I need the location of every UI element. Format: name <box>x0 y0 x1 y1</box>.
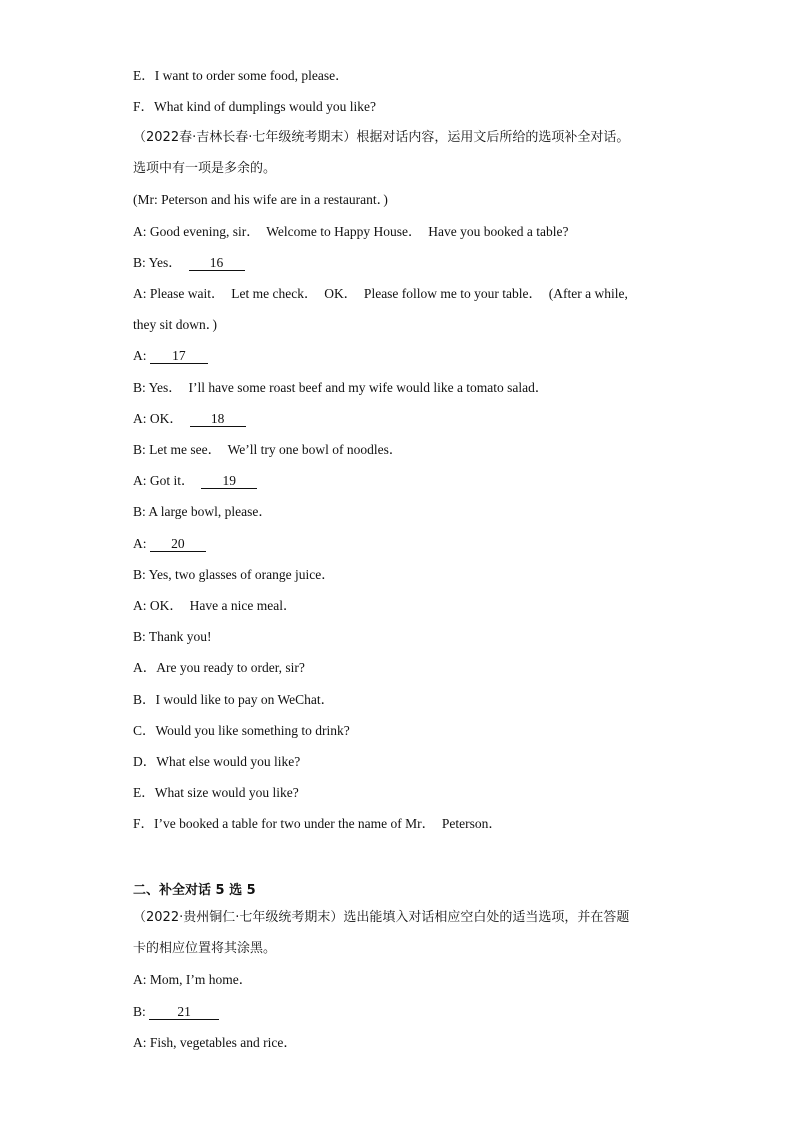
option-f: F．What kind of dumplings would you like? <box>133 99 376 114</box>
dialogue-line: A: Fish, vegetables and rice． <box>133 1035 297 1050</box>
dialogue-line: B: Thank you! <box>133 629 212 644</box>
blank-20[interactable]: 20 <box>150 536 206 552</box>
dialogue-line: B: Yes, two glasses of orange juice． <box>133 567 335 582</box>
blank-19[interactable]: 19 <box>201 473 257 489</box>
dialogue-line: A: Good evening, sir． Welcome to Happy House． Have you booked a table? <box>133 224 569 239</box>
dialogue-line: A: OK． 18 <box>133 410 246 428</box>
blank-16[interactable]: 16 <box>189 255 245 271</box>
scene-description: (Mr: Peterson and his wife are in a restaurant．) <box>133 192 388 207</box>
option-a: A．Are you ready to order, sir? <box>133 660 305 675</box>
blank-18[interactable]: 18 <box>190 411 246 427</box>
question-source-cont: 卡的相应位置将其涂黑。 <box>133 941 277 956</box>
dialogue-line: B: 21 <box>133 1003 219 1021</box>
option-c: C．Would you like something to drink? <box>133 723 350 738</box>
question-source: （2022·贵州铜仁·七年级统考期末）选出能填入对话相应空白处的适当选项，并在答题 <box>133 910 630 925</box>
option-d: D．What else would you like? <box>133 754 301 769</box>
section-heading: 二、补全对话 5 选 5 <box>133 883 256 898</box>
question-source: （2022春·吉林长春·七年级统考期末）根据对话内容，运用文后所给的选项补全对话。 <box>133 130 630 145</box>
option-e: E．I want to order some food, please． <box>133 68 349 83</box>
dialogue-line: B: A large bowl, please． <box>133 504 272 519</box>
dialogue-line: B: Yes． I’ll have some roast beef and my wife would like a tomato salad． <box>133 380 549 395</box>
option-f: F．I’ve booked a table for two under the name of Mr． Peterson． <box>133 816 502 831</box>
blank-17[interactable]: 17 <box>150 348 208 364</box>
blank-21[interactable]: 21 <box>149 1004 219 1020</box>
dialogue-line: A: Please wait． Let me check． OK． Please follow me to your table． (After a while, <box>133 286 628 301</box>
dialogue-line: A: Mom, I’m home． <box>133 972 253 987</box>
option-e: E．What size would you like? <box>133 785 299 800</box>
dialogue-line: A: Got it． 19 <box>133 472 257 490</box>
dialogue-line: B: Let me see． We’ll try one bowl of noodles． <box>133 442 403 457</box>
dialogue-line: they sit down．) <box>133 317 217 332</box>
question-source-cont: 选项中有一项是多余的。 <box>133 161 277 176</box>
dialogue-line: B: Yes． 16 <box>133 254 245 272</box>
dialogue-line: A: 17 <box>133 347 208 365</box>
option-b: B．I would like to pay on WeChat． <box>133 692 335 707</box>
dialogue-line: A: OK． Have a nice meal． <box>133 598 297 613</box>
dialogue-line: A: 20 <box>133 535 206 553</box>
